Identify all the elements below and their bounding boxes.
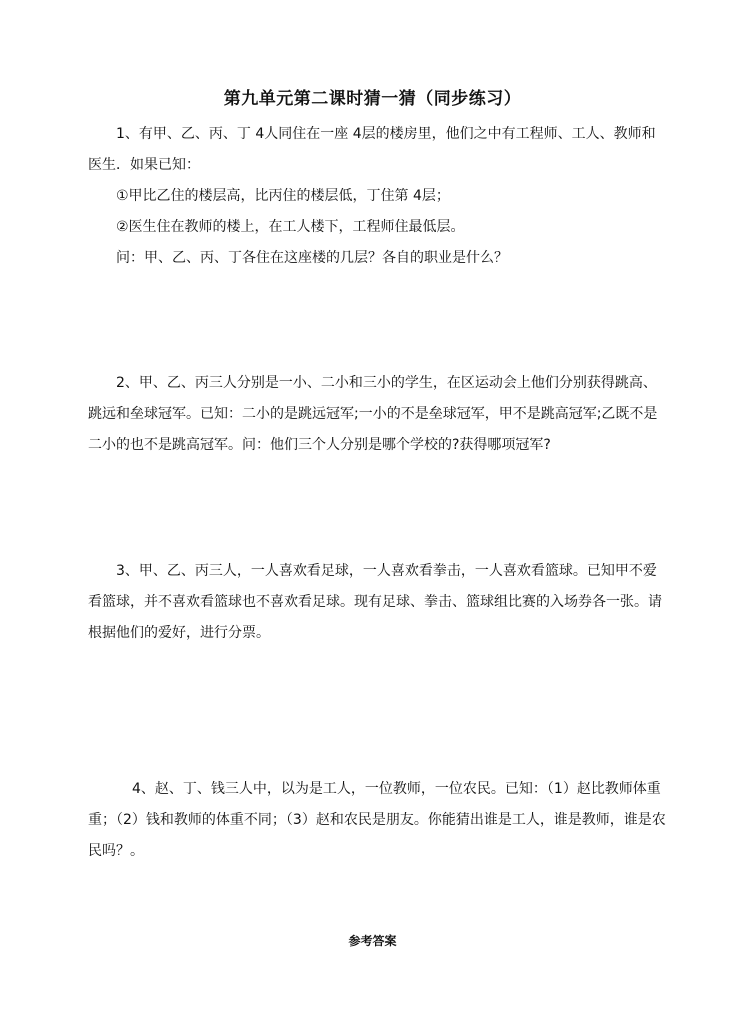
page-title: 第九单元第二课时猜一猜（同步练习） xyxy=(223,89,522,109)
question-3-text: 3、甲、乙、丙三人，一人喜欢看足球，一人喜欢看拳击，一人喜欢看篮球。已知甲不爱看篮球，并不喜欢看篮球也不喜欢看足球。现有足球、拳击、篮球组比赛的入场券各一张。请根据他们的爱好，进行分票。 xyxy=(88,563,662,641)
question-1-condition-2: ②医生住在教师的楼上，在工人楼下，工程师住最低层。 xyxy=(116,219,465,235)
question-2-text: 2、甲、乙、丙三人分别是一小、二小和三小的学生，在区运动会上他们分别获得跳高、跳远和垒球冠军。已知：二小的是跳远冠军;一小的不是垒球冠军，甲不是跳高冠军;乙既不是二小的也不是跳高冠军。问：他们三个人分别是哪个学校的?获得哪项冠军? xyxy=(88,375,658,453)
question-1-question: 问：甲、乙、丙、丁各住在这座楼的几层？各自的职业是什么？ xyxy=(116,250,508,266)
question-1-text: 1、有甲、乙、丙、丁 4人同住在一座 4层的楼房里，他们之中有工程师、工人、教师和医生．如果已知： xyxy=(88,126,656,173)
answer-heading: 参考答案 xyxy=(348,934,397,948)
question-1-condition-1: ①甲比乙住的楼层高，比丙住的楼层低，丁住第 4层； xyxy=(116,188,450,204)
question-4-text: 4、赵、丁、钱三人中，以为是工人，一位教师，一位农民。已知：（1）赵比教师体重重；（2）钱和教师的体重不同；（3）赵和农民是朋友。你能猜出谁是工人，谁是教师，谁是农民吗？。 xyxy=(88,781,666,859)
